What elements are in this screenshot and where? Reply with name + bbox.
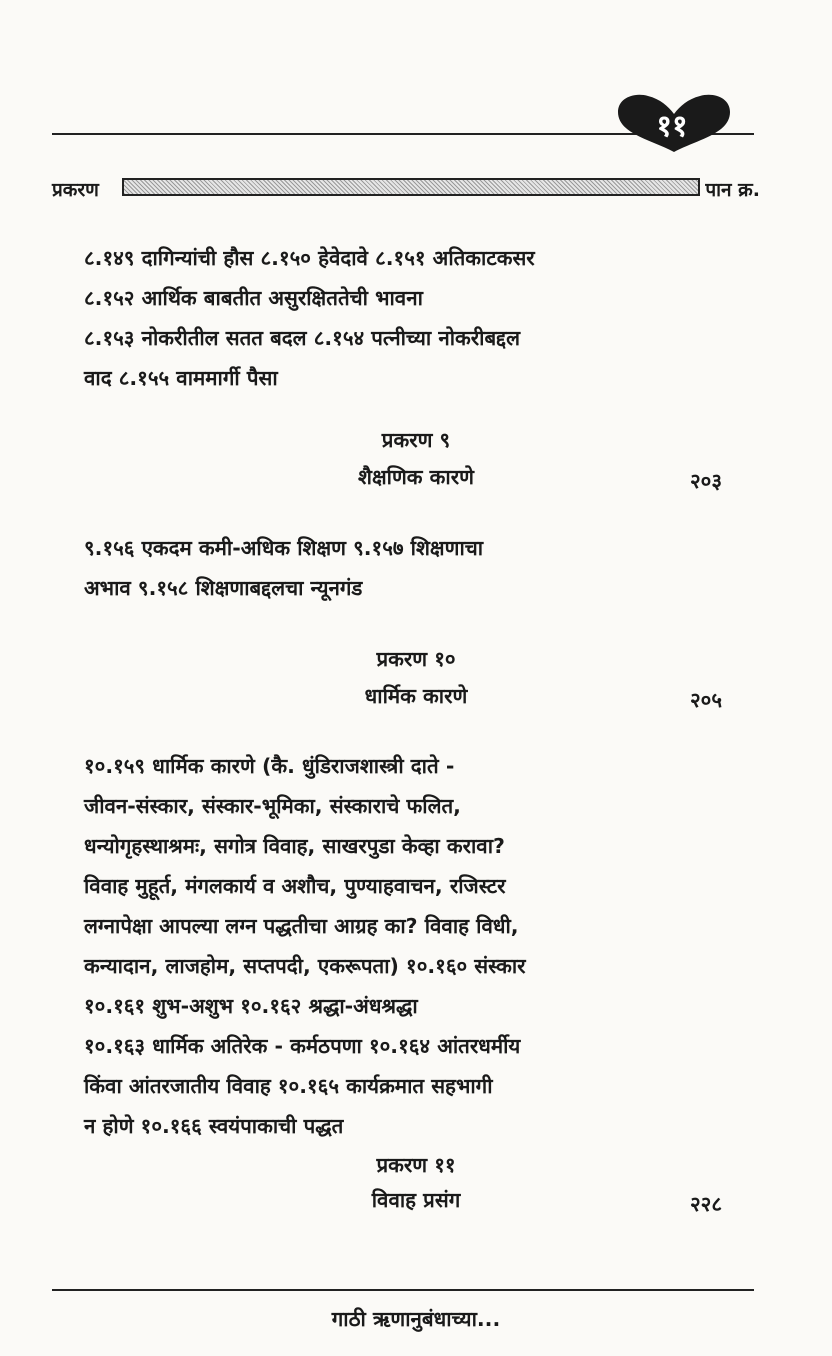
chapter10-subtopics (84, 746, 526, 1146)
text-line: किंवा आंतरजातीय विवाह १०.१६५ कार्यक्रमात सहभागी (84, 1074, 493, 1098)
text-line: १०.१६१ शुभ-अशुभ १०.१६२ श्रद्धा-अंधश्रद्धा (84, 994, 418, 1018)
text-line: लग्नापेक्षा आपल्या लग्न पद्धतीचा आग्रह का? विवाह विधी, (84, 914, 519, 938)
text-line: ८.१४९ दागिन्यांची हौस ८.१५० हेवेदावे ८.१५१ अतिकाटकसर (84, 246, 535, 270)
text-line: न होणे १०.१६६ स्वयंपाकाची पद्धत (84, 1114, 344, 1138)
chapter8-subtopics (84, 238, 535, 398)
chapter10-title: धार्मिक कारणे (364, 684, 468, 708)
chapter9-label: प्रकरण ९ (381, 428, 451, 452)
page-number: ११ (656, 109, 688, 144)
text-line: ८.१५२ आर्थिक बाबतीत असुरक्षिततेची भावना (84, 286, 423, 310)
chapter-column-label: प्रकरण (52, 179, 99, 201)
chapter10-label: प्रकरण १० (376, 647, 456, 671)
chapter11-title: विवाह प्रसंग (371, 1188, 461, 1212)
text-line: जीवन-संस्कार, संस्कार-भूमिका, संस्काराचे फलित, (84, 794, 461, 818)
text-line: विवाह मुहूर्त, मंगलकार्य व अशौच, पुण्याहवाचन, रजिस्टर (84, 874, 506, 898)
text-line: धन्योगृहस्थाश्रमः, सगोत्र विवाह, साखरपुडा केव्हा करावा? (84, 834, 505, 858)
text-line: ८.१५३ नोकरीतील सतत बदल ८.१५४ पत्नीच्या नोकरीबद्दल (84, 326, 521, 350)
book-title-footer: गाठी ऋणानुबंधाच्या... (331, 1307, 501, 1331)
chapter9-page: २०३ (690, 469, 722, 493)
page-column-label: पान क्र. (705, 179, 760, 201)
text-line: वाद ८.१५५ वाममार्गी पैसा (84, 366, 278, 390)
chapter10-page: २०५ (690, 688, 722, 712)
text-line: कन्यादान, लाजहोम, सप्तपदी, एकरूपता) १०.१६० संस्कार (84, 954, 526, 978)
header-hatched-bar (122, 178, 700, 196)
chapter11-page: २२८ (690, 1192, 722, 1216)
column-header (52, 176, 760, 204)
text-line: ९.१५६ एकदम कमी-अधिक शिक्षण ९.१५७ शिक्षणाचा (84, 536, 484, 560)
chapter9-subtopics (84, 528, 483, 608)
chapter9-title: शैक्षणिक कारणे (358, 465, 474, 489)
bottom-rule (52, 1289, 754, 1291)
text-line: १०.१५९ धार्मिक कारणे (कै. धुंडिराजशास्त्री दाते - (84, 754, 455, 778)
text-line: अभाव ९.१५८ शिक्षणाबद्दलचा न्यूनगंड (84, 576, 363, 600)
chapter11-label: प्रकरण ११ (376, 1153, 456, 1177)
text-line: १०.१६३ धार्मिक अतिरेक - कर्मठपणा १०.१६४ आंतरधर्मीय (84, 1034, 521, 1058)
